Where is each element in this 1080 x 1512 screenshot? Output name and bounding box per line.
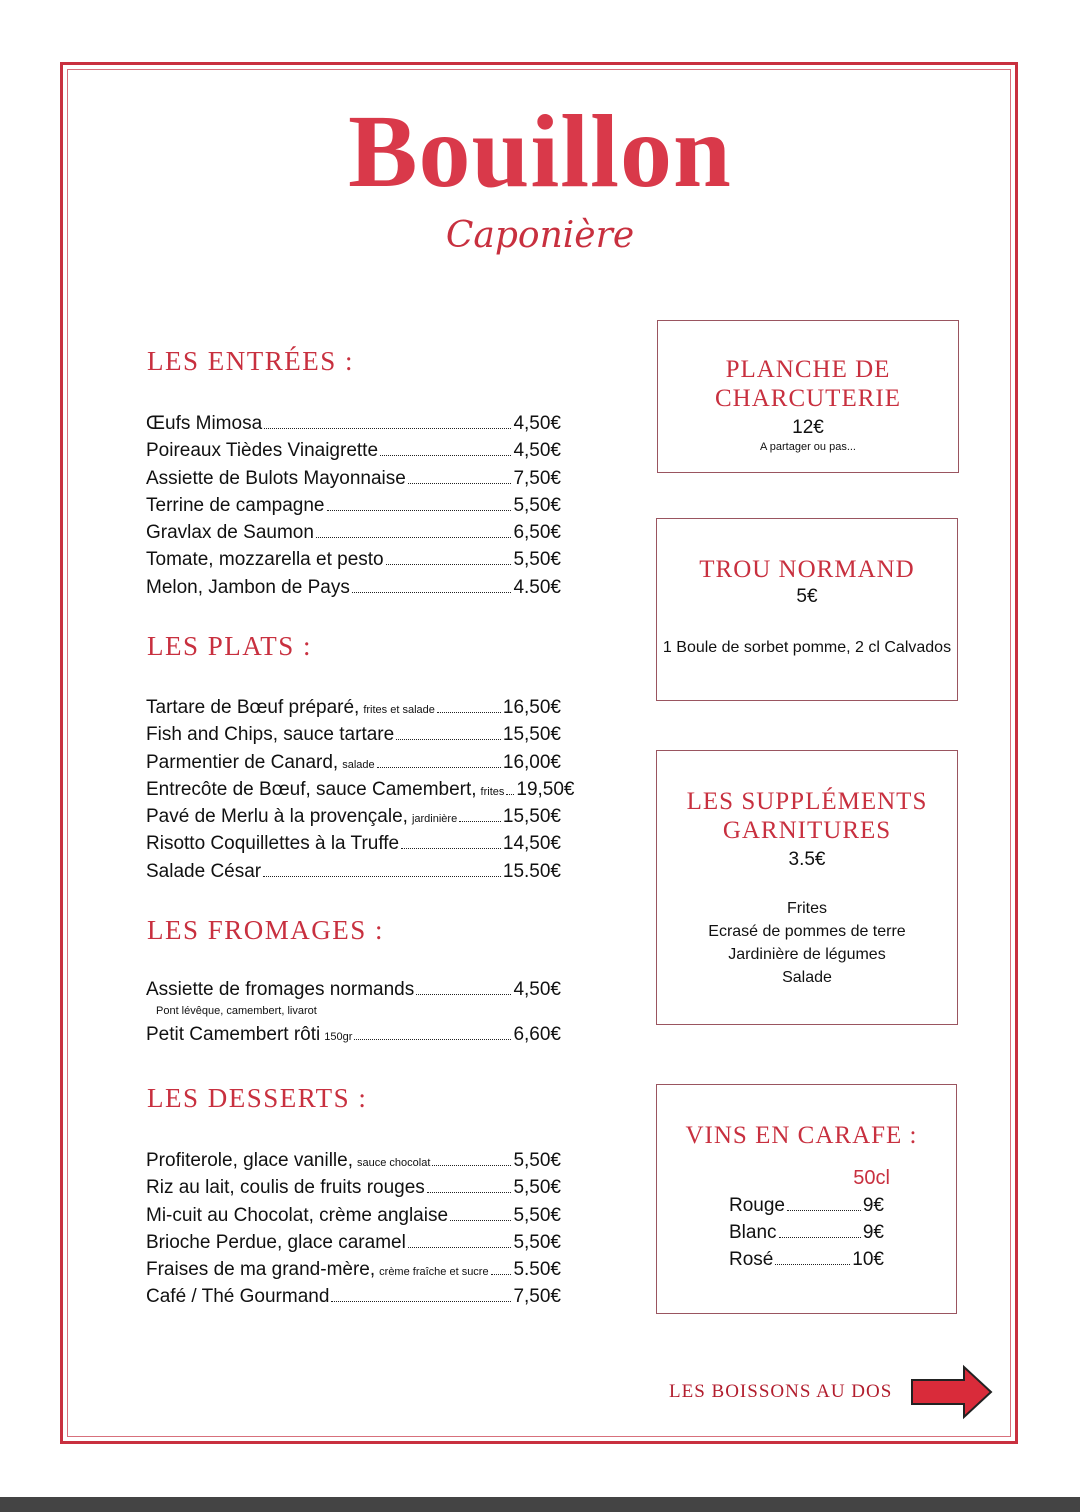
section-title-desserts: LES DESSERTS : <box>147 1083 368 1113</box>
item-name: Tartare de Bœuf préparé, <box>146 697 360 718</box>
item-name: Pavé de Merlu à la provençale, <box>146 806 408 828</box>
item-name: Risotto Coquillettes à la Truffe <box>146 833 400 855</box>
item-price: 7,50€ <box>513 467 561 489</box>
restaurant-subtitle: Caponière <box>445 215 635 256</box>
box-price: 12€ <box>792 417 824 438</box>
item-note: salade <box>342 758 375 771</box>
list-item <box>146 519 561 546</box>
item-price: 5,50€ <box>513 1150 561 1171</box>
item-name: Fish and Chips, sauce tartare <box>146 724 395 746</box>
wine-list <box>729 1192 884 1273</box>
item-name: Gravlax de Saumon <box>146 522 314 544</box>
item-name: Rouge <box>729 1195 785 1216</box>
item-price: 6,60€ <box>513 1024 561 1046</box>
list-item <box>146 1283 561 1310</box>
item-name: Parmentier de Canard, <box>146 751 339 773</box>
restaurant-title: Bouillon <box>348 94 732 209</box>
item-name: Brioche Perdue, glace caramel <box>146 1231 406 1253</box>
item-name: Salade César <box>146 860 262 882</box>
box-description: 1 Boule de sorbet pomme, 2 cl Calvados <box>662 639 952 656</box>
list-item <box>146 1174 561 1201</box>
item-price: 9€ <box>862 1222 884 1243</box>
list-item <box>146 492 561 519</box>
item-price: 5,50€ <box>513 494 561 516</box>
charcuterie-box <box>657 320 959 473</box>
item-price: 15,50€ <box>502 806 561 828</box>
vins-box <box>656 1084 957 1314</box>
item-name: Tomate, mozzarella et pesto <box>146 549 384 571</box>
list-item: Frites <box>787 900 827 917</box>
item-note: frites et salade <box>363 704 435 716</box>
list-item: Jardinière de légumes <box>728 946 886 963</box>
list-item <box>146 546 561 573</box>
footer-note: LES BOISSONS AU DOS <box>669 1381 893 1402</box>
item-price: 7,50€ <box>513 1286 561 1308</box>
list-item <box>146 437 561 464</box>
section-title-fromages: LES FROMAGES : <box>147 915 385 945</box>
right-arrow-icon <box>910 1364 994 1420</box>
trou-normand-box <box>656 518 958 701</box>
item-name: Blanc <box>729 1222 777 1243</box>
item-price: 4,50€ <box>513 979 561 1000</box>
item-price: 19,50€ <box>516 778 575 800</box>
section-title-entrees: LES ENTRÉES : <box>147 346 354 376</box>
list-item <box>146 1202 561 1229</box>
item-name: Assiette de fromages normands <box>146 979 415 1000</box>
item-name: Rosé <box>729 1249 774 1270</box>
item-name: Riz au lait, coulis de fruits rouges <box>146 1177 425 1199</box>
item-name: Poireaux Tièdes Vinaigrette <box>146 440 379 462</box>
item-name: Profiterole, glace vanille, <box>146 1150 353 1171</box>
supplements-box <box>656 750 958 1025</box>
item-price: 16,00€ <box>502 751 561 773</box>
item-price: 5,50€ <box>513 1231 561 1253</box>
list-item <box>146 721 561 748</box>
box-title: TROU NORMAND <box>699 556 915 583</box>
supplements-list <box>657 897 957 989</box>
item-name: Melon, Jambon de Pays <box>146 576 350 598</box>
fromages-list <box>146 976 561 1049</box>
box-note: A partager ou pas... <box>759 441 856 453</box>
item-price: 4,50€ <box>513 413 561 434</box>
box-title: VINS EN CARAFE : <box>685 1122 918 1149</box>
list-item: Salade <box>782 969 832 986</box>
list-item <box>729 1192 884 1219</box>
item-note: 150gr <box>324 1031 353 1044</box>
item-price: 10€ <box>852 1249 884 1270</box>
entrees-list <box>146 410 561 601</box>
list-item <box>146 830 561 857</box>
box-price: 5€ <box>796 586 818 607</box>
list-item <box>146 694 561 721</box>
item-name: Fraises de ma grand-mère, <box>146 1259 376 1281</box>
list-item <box>146 574 561 601</box>
item-price: 4.50€ <box>513 576 561 598</box>
item-note: sauce chocolat <box>357 1157 431 1169</box>
item-price: 6,50€ <box>513 522 561 544</box>
list-item <box>146 803 561 830</box>
item-price: 5,50€ <box>513 549 561 571</box>
box-title: LES SUPPLÉMENTS GARNITURES <box>686 788 928 844</box>
plats-list <box>146 694 575 885</box>
bottom-edge <box>0 1497 1080 1512</box>
item-name: Assiette de Bulots Mayonnaise <box>146 467 406 489</box>
item-note: frites <box>480 785 505 798</box>
section-title-plats: LES PLATS : <box>147 631 313 661</box>
list-item <box>146 1021 561 1048</box>
list-item <box>729 1246 884 1273</box>
item-price: 4,50€ <box>513 440 561 462</box>
list-item <box>146 976 561 1003</box>
item-price: 9€ <box>862 1195 884 1216</box>
item-name: Petit Camembert rôti <box>146 1024 321 1046</box>
list-item <box>146 410 561 437</box>
list-item <box>146 1256 561 1283</box>
item-name: Entrecôte de Bœuf, sauce Camembert, <box>146 778 477 800</box>
item-price: 15.50€ <box>502 860 561 882</box>
list-item <box>146 1229 561 1256</box>
item-note: crème fraîche et sucre <box>379 1266 489 1279</box>
item-price: 16,50€ <box>502 697 561 718</box>
item-price: 14,50€ <box>502 833 561 855</box>
item-subnote: Pont lévêque, camembert, livarot <box>156 1005 317 1018</box>
wine-size-label: 50cl <box>853 1167 890 1189</box>
item-price: 5.50€ <box>513 1259 561 1281</box>
item-name: Œufs Mimosa <box>146 413 263 434</box>
item-name: Mi-cuit au Chocolat, crème anglaise <box>146 1204 449 1226</box>
item-note: jardinière <box>411 813 458 826</box>
list-item: Ecrasé de pommes de terre <box>708 923 906 940</box>
box-title: PLANCHE DE CHARCUTERIE <box>715 356 901 412</box>
list-item <box>146 465 561 492</box>
item-name: Café / Thé Gourmand <box>146 1286 330 1308</box>
item-name: Terrine de campagne <box>146 494 325 516</box>
item-price: 15,50€ <box>502 724 561 746</box>
item-price: 5,50€ <box>513 1177 561 1199</box>
desserts-list <box>146 1147 561 1311</box>
list-item <box>729 1219 884 1246</box>
list-item <box>146 1147 561 1174</box>
list-item <box>146 749 561 776</box>
item-price: 5,50€ <box>513 1204 561 1226</box>
list-item <box>146 858 561 885</box>
box-price: 3.5€ <box>788 849 826 870</box>
list-item <box>146 776 575 803</box>
